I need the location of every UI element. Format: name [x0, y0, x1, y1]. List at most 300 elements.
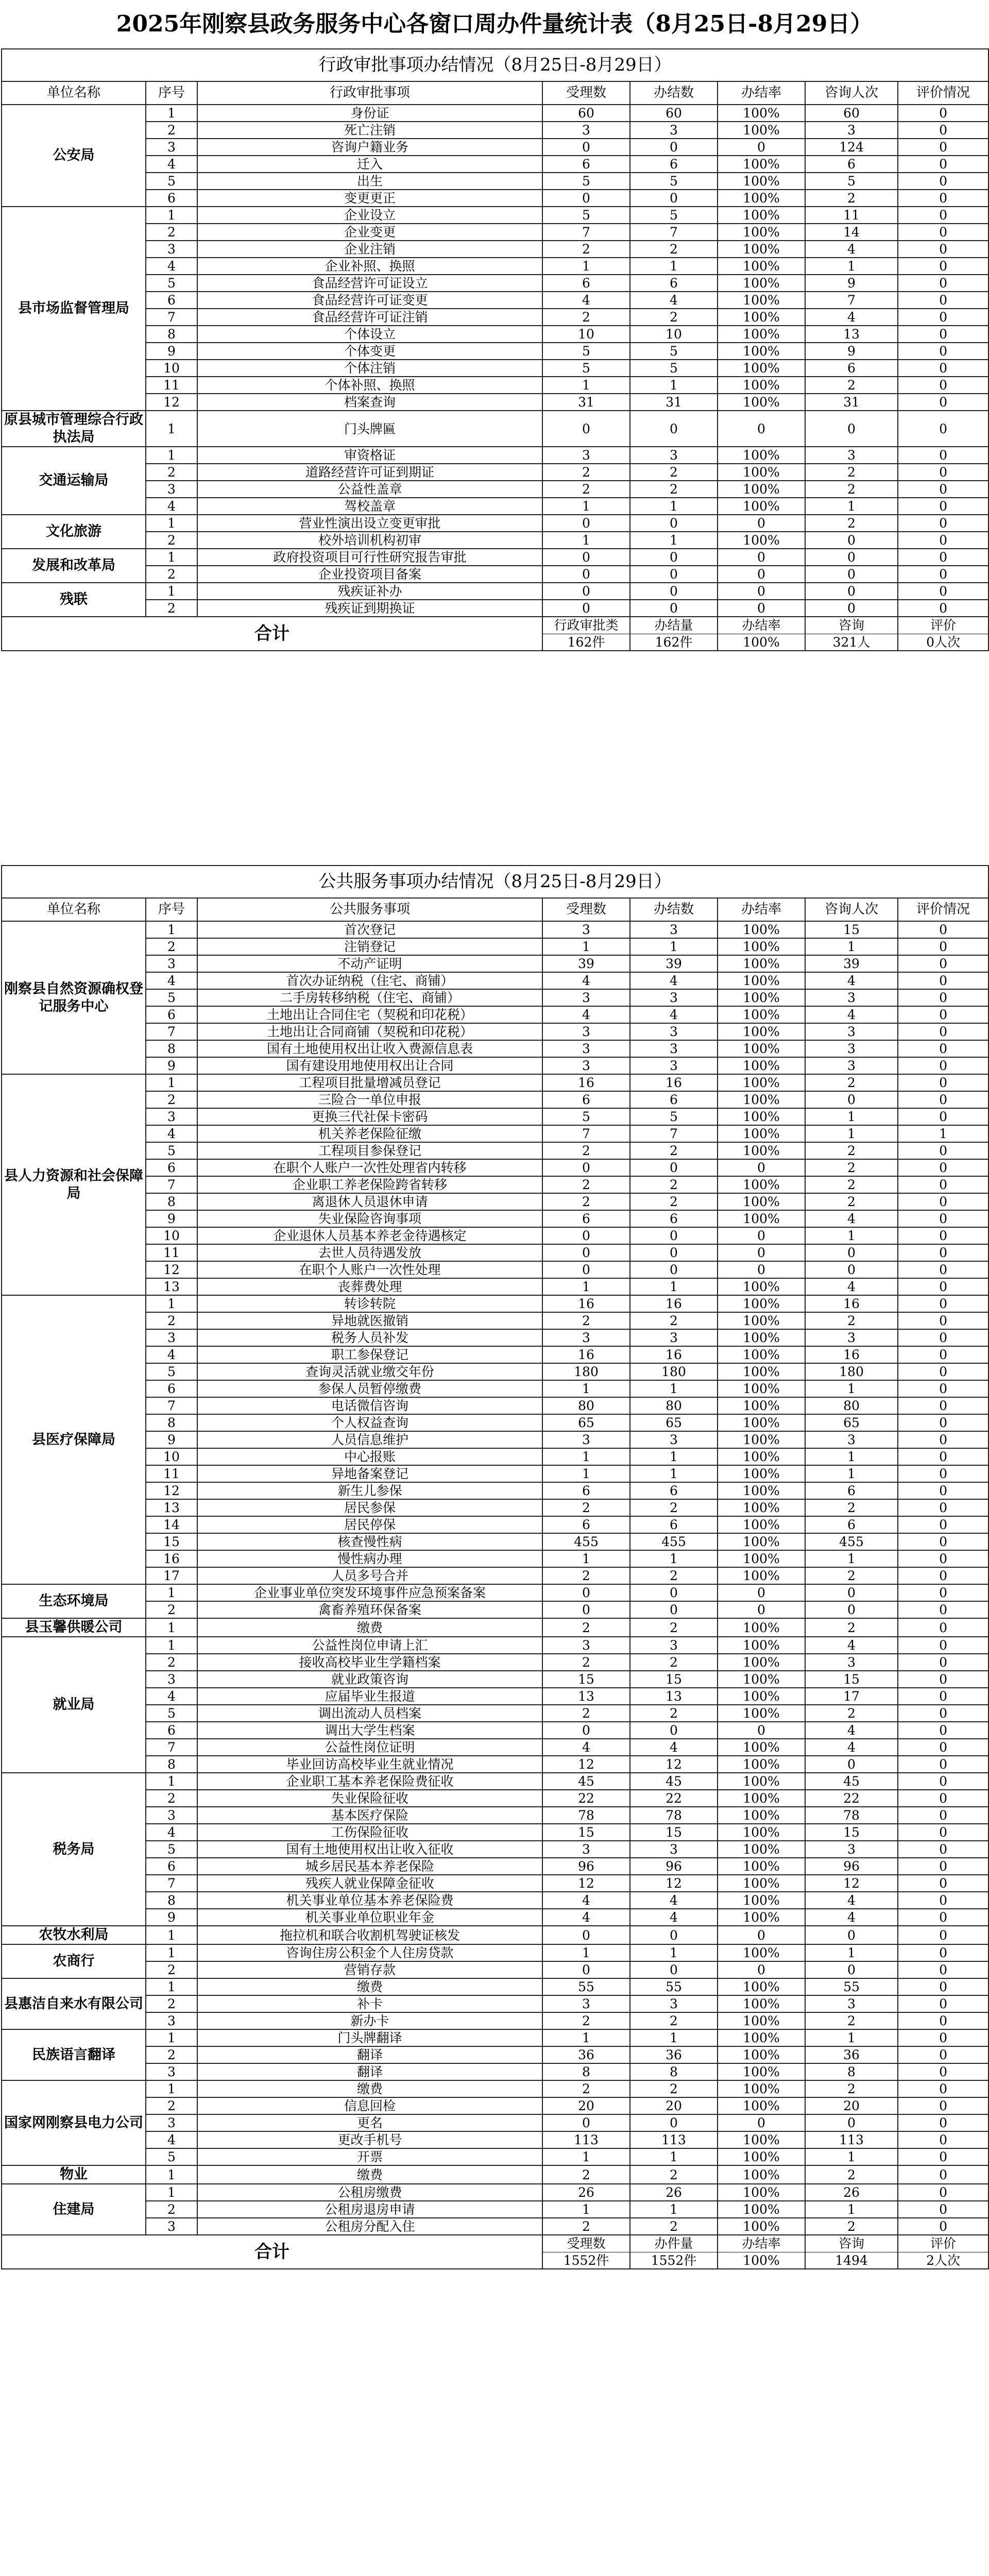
- table-row: [2, 1261, 988, 1278]
- accepted-count: 31: [542, 394, 630, 411]
- evaluation-count: 0: [898, 1397, 988, 1414]
- table-row: [2, 1108, 988, 1125]
- completed-count: 0: [630, 549, 718, 566]
- consult-count: 6: [805, 1516, 898, 1533]
- evaluation-count: 0: [898, 2046, 988, 2063]
- completion-rate: 0: [718, 1601, 805, 1618]
- row-number: 2: [146, 1312, 197, 1329]
- table-row: [2, 2046, 988, 2063]
- table-row: [2, 258, 988, 275]
- completion-rate: 100%: [718, 1858, 805, 1875]
- consult-count: 45: [805, 1773, 898, 1790]
- accepted-count: 3: [542, 447, 630, 464]
- table-row: [2, 1688, 988, 1705]
- evaluation-count: 0: [898, 1637, 988, 1654]
- completion-rate: 100%: [718, 1329, 805, 1346]
- completed-count: 1: [630, 258, 718, 275]
- row-number: 6: [146, 1722, 197, 1739]
- row-number: 3: [146, 2218, 197, 2235]
- row-number: 2: [146, 1601, 197, 1618]
- evaluation-count: 0: [898, 1978, 988, 1995]
- evaluation-count: 0: [898, 2097, 988, 2114]
- accepted-count: 2: [542, 1312, 630, 1329]
- completed-count: 39: [630, 955, 718, 972]
- accepted-count: 15: [542, 1671, 630, 1688]
- consult-count: 2: [805, 1176, 898, 1193]
- table-row: [2, 1671, 988, 1688]
- item-name: 机关事业单位职业年金: [197, 1909, 542, 1926]
- total-column-header: 评价: [898, 617, 988, 634]
- accepted-count: 455: [542, 1533, 630, 1550]
- completion-rate: 100%: [718, 309, 805, 326]
- completed-count: 78: [630, 1807, 718, 1824]
- row-number: 9: [146, 343, 197, 360]
- evaluation-count: 0: [898, 2131, 988, 2148]
- consult-count: 2: [805, 1312, 898, 1329]
- completed-count: 3: [630, 1057, 718, 1074]
- evaluation-count: 0: [898, 955, 988, 972]
- completed-count: 3: [630, 1995, 718, 2012]
- item-name: 企业退休人员基本养老金待遇核定: [197, 1227, 542, 1244]
- evaluation-count: 0: [898, 377, 988, 394]
- table-row: [2, 447, 988, 464]
- completed-count: 16: [630, 1346, 718, 1363]
- table-row: [2, 1756, 988, 1773]
- completed-count: 3: [630, 1431, 718, 1448]
- row-number: 5: [146, 1841, 197, 1858]
- completion-rate: 100%: [718, 224, 805, 241]
- accepted-count: 2: [542, 1654, 630, 1671]
- table-row: [2, 566, 988, 583]
- accepted-count: 1: [542, 1465, 630, 1482]
- accepted-count: 36: [542, 2046, 630, 2063]
- completed-count: 1: [630, 2201, 718, 2218]
- table-row: [2, 1499, 988, 1516]
- evaluation-count: 0: [898, 139, 988, 156]
- row-number: 8: [146, 1193, 197, 1210]
- completion-rate: 100%: [718, 1125, 805, 1142]
- completed-count: 36: [630, 2046, 718, 2063]
- accepted-count: 3: [542, 122, 630, 139]
- row-number: 1: [146, 2029, 197, 2046]
- consult-count: 4: [805, 241, 898, 258]
- total-value: 100%: [718, 634, 805, 651]
- evaluation-count: 0: [898, 447, 988, 464]
- completion-rate: 100%: [718, 292, 805, 309]
- item-name: 门头牌翻译: [197, 2029, 542, 2046]
- table-row: [2, 498, 988, 515]
- department-name: 交通运输局: [2, 447, 146, 515]
- consult-count: 60: [805, 105, 898, 122]
- consult-count: 2: [805, 190, 898, 207]
- accepted-count: 5: [542, 173, 630, 190]
- table-row: [2, 1892, 988, 1909]
- row-number: 1: [146, 515, 197, 532]
- accepted-count: 3: [542, 1023, 630, 1040]
- evaluation-count: 0: [898, 481, 988, 498]
- table-row: [2, 1841, 988, 1858]
- evaluation-count: 0: [898, 360, 988, 377]
- row-number: 2: [146, 224, 197, 241]
- column-header: 单位名称: [2, 81, 146, 105]
- table-row: [2, 1448, 988, 1465]
- completion-rate: 0: [718, 600, 805, 617]
- total-header-row: [2, 2235, 988, 2252]
- evaluation-count: 0: [898, 1875, 988, 1892]
- item-name: 工程项目批量增减员登记: [197, 1074, 542, 1091]
- table-row: [2, 360, 988, 377]
- evaluation-count: 0: [898, 1295, 988, 1312]
- completion-rate: 100%: [718, 989, 805, 1006]
- evaluation-count: 0: [898, 1944, 988, 1961]
- completed-count: 10: [630, 326, 718, 343]
- table-row: [2, 1516, 988, 1533]
- completed-count: 0: [630, 515, 718, 532]
- evaluation-count: 0: [898, 1244, 988, 1261]
- row-number: 9: [146, 1210, 197, 1227]
- accepted-count: 1: [542, 2201, 630, 2218]
- consult-count: 1: [805, 938, 898, 955]
- table-row: [2, 309, 988, 326]
- row-number: 9: [146, 1909, 197, 1926]
- item-name: 调出流动人员档案: [197, 1705, 542, 1722]
- evaluation-count: 0: [898, 1841, 988, 1858]
- item-name: 公益性盖章: [197, 481, 542, 498]
- completed-count: 1: [630, 1550, 718, 1567]
- consult-count: 6: [805, 156, 898, 173]
- completion-rate: 100%: [718, 1091, 805, 1108]
- consult-count: 13: [805, 326, 898, 343]
- table-row: [2, 326, 988, 343]
- table-row: [2, 600, 988, 617]
- consult-count: 36: [805, 2046, 898, 2063]
- completed-count: 5: [630, 207, 718, 224]
- table-row: [2, 122, 988, 139]
- completion-rate: 0: [718, 566, 805, 583]
- department-name: 县市场监督管理局: [2, 207, 146, 411]
- completion-rate: 100%: [718, 377, 805, 394]
- accepted-count: 1: [542, 377, 630, 394]
- consult-count: 4: [805, 1739, 898, 1756]
- consult-count: 20: [805, 2097, 898, 2114]
- consult-count: 15: [805, 921, 898, 938]
- row-number: 7: [146, 1176, 197, 1193]
- consult-count: 3: [805, 1040, 898, 1057]
- row-number: 5: [146, 173, 197, 190]
- completed-count: 0: [630, 1926, 718, 1944]
- completed-count: 12: [630, 1756, 718, 1773]
- completed-count: 0: [630, 1244, 718, 1261]
- completed-count: 31: [630, 394, 718, 411]
- table-row: [2, 2131, 988, 2148]
- consult-count: 7: [805, 292, 898, 309]
- accepted-count: 6: [542, 1516, 630, 1533]
- evaluation-count: 0: [898, 1892, 988, 1909]
- item-name: 公租房分配入住: [197, 2218, 542, 2235]
- column-header: 公共服务事项: [197, 898, 542, 921]
- table-row: [2, 2201, 988, 2218]
- completion-rate: 100%: [718, 1773, 805, 1790]
- department-name: 住建局: [2, 2184, 146, 2235]
- completion-rate: 100%: [718, 447, 805, 464]
- consult-count: 55: [805, 1978, 898, 1995]
- row-number: 5: [146, 1363, 197, 1380]
- consult-count: 2: [805, 2080, 898, 2097]
- row-number: 13: [146, 1499, 197, 1516]
- evaluation-count: 0: [898, 2165, 988, 2184]
- item-name: 道路经营许可证到期证: [197, 464, 542, 481]
- consult-count: 0: [805, 1926, 898, 1944]
- column-header: 咨询人次: [805, 81, 898, 105]
- accepted-count: 4: [542, 1909, 630, 1926]
- completed-count: 6: [630, 1091, 718, 1108]
- completion-rate: 100%: [718, 1057, 805, 1074]
- evaluation-count: 0: [898, 394, 988, 411]
- department-name: 县玉馨供暖公司: [2, 1618, 146, 1637]
- accepted-count: 0: [542, 190, 630, 207]
- accepted-count: 2: [542, 1705, 630, 1722]
- item-name: 失业保险咨询事项: [197, 1210, 542, 1227]
- table-row: [2, 1363, 988, 1380]
- row-number: 9: [146, 1431, 197, 1448]
- consult-count: 2: [805, 377, 898, 394]
- consult-count: 2: [805, 481, 898, 498]
- column-header: 办结数: [630, 81, 718, 105]
- completed-count: 2: [630, 241, 718, 258]
- row-number: 3: [146, 139, 197, 156]
- department-name: 就业局: [2, 1637, 146, 1773]
- row-number: 2: [146, 464, 197, 481]
- accepted-count: 16: [542, 1074, 630, 1091]
- table-row: [2, 1550, 988, 1567]
- accepted-count: 3: [542, 1040, 630, 1057]
- consult-count: 26: [805, 2184, 898, 2201]
- accepted-count: 2: [542, 464, 630, 481]
- item-name: 校外培训机构初审: [197, 532, 542, 549]
- consult-count: 0: [805, 1261, 898, 1278]
- table-row: [2, 1637, 988, 1654]
- evaluation-count: 0: [898, 1995, 988, 2012]
- table-row: [2, 1210, 988, 1227]
- table-row: [2, 583, 988, 600]
- accepted-count: 4: [542, 1739, 630, 1756]
- row-number: 8: [146, 1040, 197, 1057]
- completed-count: 0: [630, 1601, 718, 1618]
- evaluation-count: 0: [898, 583, 988, 600]
- completion-rate: 100%: [718, 1688, 805, 1705]
- department-name: 刚察县自然资源确权登记服务中心: [2, 921, 146, 1074]
- accepted-count: 1: [542, 1448, 630, 1465]
- row-number: 3: [146, 241, 197, 258]
- row-number: 2: [146, 1790, 197, 1807]
- completion-rate: 100%: [718, 1465, 805, 1482]
- accepted-count: 55: [542, 1978, 630, 1995]
- consult-count: 31: [805, 394, 898, 411]
- consult-count: 0: [805, 1601, 898, 1618]
- item-name: 慢性病办理: [197, 1550, 542, 1567]
- consult-count: 180: [805, 1363, 898, 1380]
- item-name: 离退休人员退休申请: [197, 1193, 542, 1210]
- completed-count: 0: [630, 1227, 718, 1244]
- row-number: 2: [146, 2046, 197, 2063]
- table-row: [2, 190, 988, 207]
- completion-rate: 0: [718, 549, 805, 566]
- total-column-header: 办结率: [718, 2235, 805, 2252]
- completion-rate: 100%: [718, 190, 805, 207]
- evaluation-count: 0: [898, 1584, 988, 1601]
- row-number: 1: [146, 1074, 197, 1091]
- table-row: [2, 2114, 988, 2131]
- evaluation-count: 0: [898, 566, 988, 583]
- table-row: [2, 1722, 988, 1739]
- completed-count: 1: [630, 532, 718, 549]
- item-name: 接收高校毕业生学籍档案: [197, 1654, 542, 1671]
- accepted-count: 4: [542, 972, 630, 989]
- consult-count: 3: [805, 989, 898, 1006]
- row-number: 1: [146, 1618, 197, 1637]
- column-header: 办结率: [718, 898, 805, 921]
- evaluation-count: 0: [898, 1193, 988, 1210]
- evaluation-count: 0: [898, 1176, 988, 1193]
- completed-count: 15: [630, 1824, 718, 1841]
- row-number: 7: [146, 1739, 197, 1756]
- completion-rate: 0: [718, 1159, 805, 1176]
- completed-count: 2: [630, 1705, 718, 1722]
- row-number: 6: [146, 1006, 197, 1023]
- completed-count: 80: [630, 1397, 718, 1414]
- evaluation-count: 0: [898, 1739, 988, 1756]
- total-value: 1494: [805, 2252, 898, 2269]
- completed-count: 2: [630, 2165, 718, 2184]
- consult-count: 2: [805, 515, 898, 532]
- accepted-count: 2: [542, 1567, 630, 1584]
- evaluation-count: 0: [898, 1533, 988, 1550]
- consult-count: 0: [805, 411, 898, 447]
- accepted-count: 0: [542, 600, 630, 617]
- accepted-count: 13: [542, 1688, 630, 1705]
- consult-count: 1: [805, 498, 898, 515]
- evaluation-count: 0: [898, 326, 988, 343]
- completion-rate: 100%: [718, 1567, 805, 1584]
- evaluation-count: 0: [898, 972, 988, 989]
- evaluation-count: 0: [898, 1807, 988, 1824]
- consult-count: 2: [805, 2012, 898, 2029]
- accepted-count: 10: [542, 326, 630, 343]
- consult-count: 0: [805, 1244, 898, 1261]
- completion-rate: 0: [718, 1926, 805, 1944]
- row-number: 4: [146, 156, 197, 173]
- completed-count: 20: [630, 2097, 718, 2114]
- row-number: 3: [146, 1108, 197, 1125]
- evaluation-count: 0: [898, 1227, 988, 1244]
- evaluation-count: 0: [898, 498, 988, 515]
- department-name: 农商行: [2, 1944, 146, 1978]
- accepted-count: 65: [542, 1414, 630, 1431]
- consult-count: 65: [805, 1414, 898, 1431]
- table-row: [2, 2184, 988, 2201]
- table-row: [2, 1091, 988, 1108]
- completion-rate: 100%: [718, 2080, 805, 2097]
- row-number: 2: [146, 566, 197, 583]
- table-row: [2, 275, 988, 292]
- completion-rate: 100%: [718, 1790, 805, 1807]
- item-name: 企业职工基本养老保险费征收: [197, 1773, 542, 1790]
- accepted-count: 12: [542, 1875, 630, 1892]
- table-row: [2, 1944, 988, 1961]
- table-row: [2, 1739, 988, 1756]
- completed-count: 55: [630, 1978, 718, 1995]
- item-name: 缴费: [197, 1618, 542, 1637]
- table-row: [2, 1790, 988, 1807]
- completed-count: 3: [630, 921, 718, 938]
- table-row: [2, 2012, 988, 2029]
- row-number: 4: [146, 498, 197, 515]
- evaluation-count: 0: [898, 1431, 988, 1448]
- consult-count: 1: [805, 1944, 898, 1961]
- completed-count: 1: [630, 1380, 718, 1397]
- evaluation-count: 0: [898, 1909, 988, 1926]
- accepted-count: 0: [542, 1159, 630, 1176]
- total-column-header: 受理数: [542, 2235, 630, 2252]
- consult-count: 4: [805, 1892, 898, 1909]
- consult-count: 3: [805, 1654, 898, 1671]
- completion-rate: 100%: [718, 2131, 805, 2148]
- completed-count: 5: [630, 343, 718, 360]
- row-number: 1: [146, 207, 197, 224]
- accepted-count: 5: [542, 207, 630, 224]
- table-row: [2, 139, 988, 156]
- table-row: [2, 1346, 988, 1363]
- row-number: 1: [146, 549, 197, 566]
- total-value: 100%: [718, 2252, 805, 2269]
- completion-rate: 100%: [718, 1414, 805, 1431]
- completion-rate: 100%: [718, 1448, 805, 1465]
- evaluation-count: 0: [898, 1961, 988, 1978]
- table-row: [2, 1125, 988, 1142]
- column-header: 办结率: [718, 81, 805, 105]
- completed-count: 6: [630, 275, 718, 292]
- consult-count: 9: [805, 275, 898, 292]
- total-column-header: 办件量: [630, 2235, 718, 2252]
- accepted-count: 22: [542, 1790, 630, 1807]
- accepted-count: 0: [542, 1722, 630, 1739]
- table-row: [2, 481, 988, 498]
- evaluation-count: 0: [898, 1346, 988, 1363]
- completion-rate: 100%: [718, 1841, 805, 1858]
- consult-count: 39: [805, 955, 898, 972]
- accepted-count: 0: [542, 411, 630, 447]
- table-row: [2, 1654, 988, 1671]
- completed-count: 16: [630, 1074, 718, 1091]
- evaluation-count: 0: [898, 1380, 988, 1397]
- consult-count: 3: [805, 1431, 898, 1448]
- consult-count: 4: [805, 1909, 898, 1926]
- completed-count: 0: [630, 583, 718, 600]
- completed-count: 13: [630, 1688, 718, 1705]
- table-row: [2, 1824, 988, 1841]
- consult-count: 4: [805, 1278, 898, 1295]
- completion-rate: 100%: [718, 1176, 805, 1193]
- table-row: [2, 549, 988, 566]
- table-row: [2, 1193, 988, 1210]
- accepted-count: 60: [542, 105, 630, 122]
- department-name: 物业: [2, 2165, 146, 2184]
- completion-rate: 100%: [718, 1380, 805, 1397]
- department-name: 县医疗保障局: [2, 1295, 146, 1584]
- column-header: 评价情况: [898, 81, 988, 105]
- item-name: 国有土地使用权出让收入费源信息表: [197, 1040, 542, 1057]
- consult-count: 1: [805, 1125, 898, 1142]
